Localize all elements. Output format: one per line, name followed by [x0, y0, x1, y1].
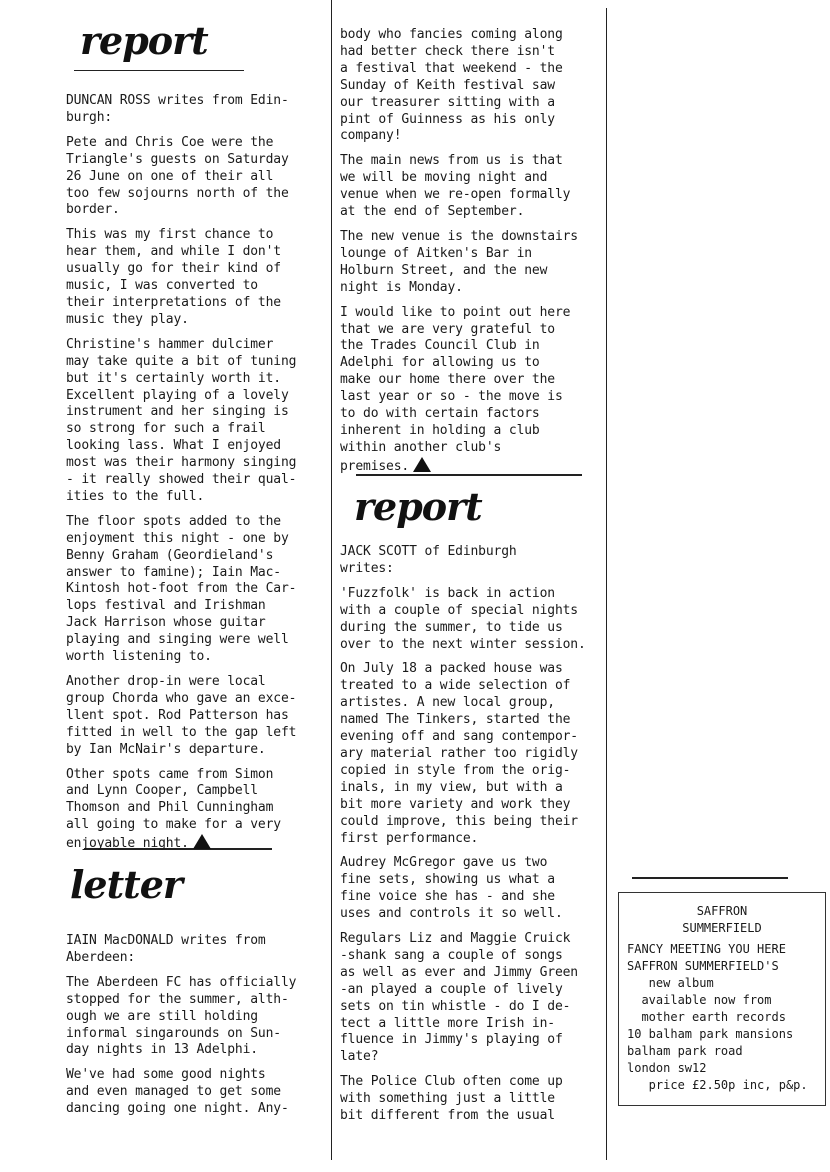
- report-jack-scott: [340, 544, 608, 1125]
- paragraph: 'Fuzzfolk' is back in action with a couple of special nights during the summer, to tide us over to the next winter session.: [340, 585, 586, 652]
- paragraph: The Aberdeen FC has officially stopped for the summer, alth- ough we are still holding informal singarounds on Sun- day nights in 13 Adelphi.: [66, 974, 297, 1058]
- rule-col3-bottom: [632, 877, 788, 879]
- paragraph: This was my first chance to hear them, and while I don't usually go for their kind of music, I was converted to their interpretations of the music they play.: [66, 227, 281, 327]
- paragraph: [340, 305, 608, 476]
- report-heading-2: report: [354, 484, 482, 529]
- saffron-summerfield-advert: [618, 892, 826, 1106]
- paragraph: The Police Club often come up with something just a little bit different from the usual: [340, 1074, 563, 1124]
- paragraph: Another drop-in were local group Chorda who gave an exce- llent spot. Rod Patterson has fitted in well to the gap left by Ian McNair's departure.: [66, 674, 297, 757]
- triangle-icon: [193, 834, 211, 849]
- letter-heading: letter: [70, 862, 182, 907]
- advert-body: FANCY MEETING YOU HERE SAFFRON SUMMERFIELD'S new album available now from mother earth records 10 balham park mansions balham park road london sw12 price £2.50p inc, p&p.: [627, 942, 808, 1092]
- paragraph: We've had some good nights and even managed to get some dancing going one night. Any-: [66, 1067, 289, 1117]
- paragraph: The floor spots added to the enjoyment this night - one by Benny Graham (Geordieland's answer to famine); Iain Mac- Kintosh hot-foot from the Car- lops festival and Irishman Jack Harrison whose guitar playing and singing were well worth listening to.: [66, 513, 297, 665]
- paragraph: Audrey McGregor gave us two fine sets, showing us what a fine voice she has - and she uses and controls it so well.: [340, 855, 563, 922]
- letter-iain-macdonald: [66, 933, 328, 1118]
- paragraph: body who fancies coming along had better check there isn't a festival that weekend - the Sunday of Keith festival saw our treasurer sitting with a pint of Guinness as his only company!: [340, 27, 563, 144]
- paragraph: Christine's hammer dulcimer may take quite a bit of tuning but it's certainly worth it. Excellent playing of a lovely instrument and her singing is so strong for such a frail looking lass. What I enjoyed most was their harmony singing - it really showed their qual- ities to the full.: [66, 336, 297, 504]
- letter-continued: [340, 27, 608, 476]
- report-heading-1: report: [80, 18, 208, 63]
- advert-title: SAFFRON SUMMERFIELD: [682, 904, 762, 935]
- paragraph: On July 18 a packed house was treated to a wide selection of artistes. A new local group, named The Tinkers, started the evening off and sang contempor- ary material rather too rigidly copied in style from the orig- inals, in my view, but with a bit more variety and work they could improve, this being their first performance.: [340, 661, 578, 846]
- triangle-icon: [413, 457, 431, 472]
- paragraph-text: I would like to point out here that we are very grateful to the Trades Council Club in Adelphi for allowing us to make our home there over the last year or so - the move is to do with certain factors inherent in holding a club within another club's premises.: [340, 304, 571, 474]
- rule-under-report-1: [74, 70, 244, 71]
- paragraph: Regulars Liz and Maggie Cruick -shank sang a couple of songs as well as ever and Jimmy Green -an played a couple of lively sets on tin whistle - do I de- tect a little more Irish in- fluence in Jimmy's playing of late?: [340, 931, 578, 1065]
- paragraph: [66, 767, 328, 854]
- paragraph: The new venue is the downstairs lounge of Aitken's Bar in Holburn Street, and the new night is Monday.: [340, 228, 578, 295]
- column-rule-left: [331, 0, 332, 1160]
- paragraph: Pete and Chris Coe were the Triangle's guests on Saturday 26 June on one of their all too few sojourns north of the border.: [66, 134, 289, 218]
- paragraph: JACK SCOTT of Edinburgh writes:: [340, 544, 517, 576]
- paragraph: IAIN MacDONALD writes from Aberdeen:: [66, 933, 266, 965]
- paragraph-text: Other spots came from Simon and Lynn Cooper, Campbell Thomson and Phil Cunningham all going to make for a very enjoyable night.: [66, 766, 281, 852]
- report-duncan-ross: [66, 93, 328, 853]
- paragraph: DUNCAN ROSS writes from Edin- burgh:: [66, 93, 289, 125]
- paragraph: The main news from us is that we will be moving night and venue when we re-open formally at the end of September.: [340, 153, 571, 220]
